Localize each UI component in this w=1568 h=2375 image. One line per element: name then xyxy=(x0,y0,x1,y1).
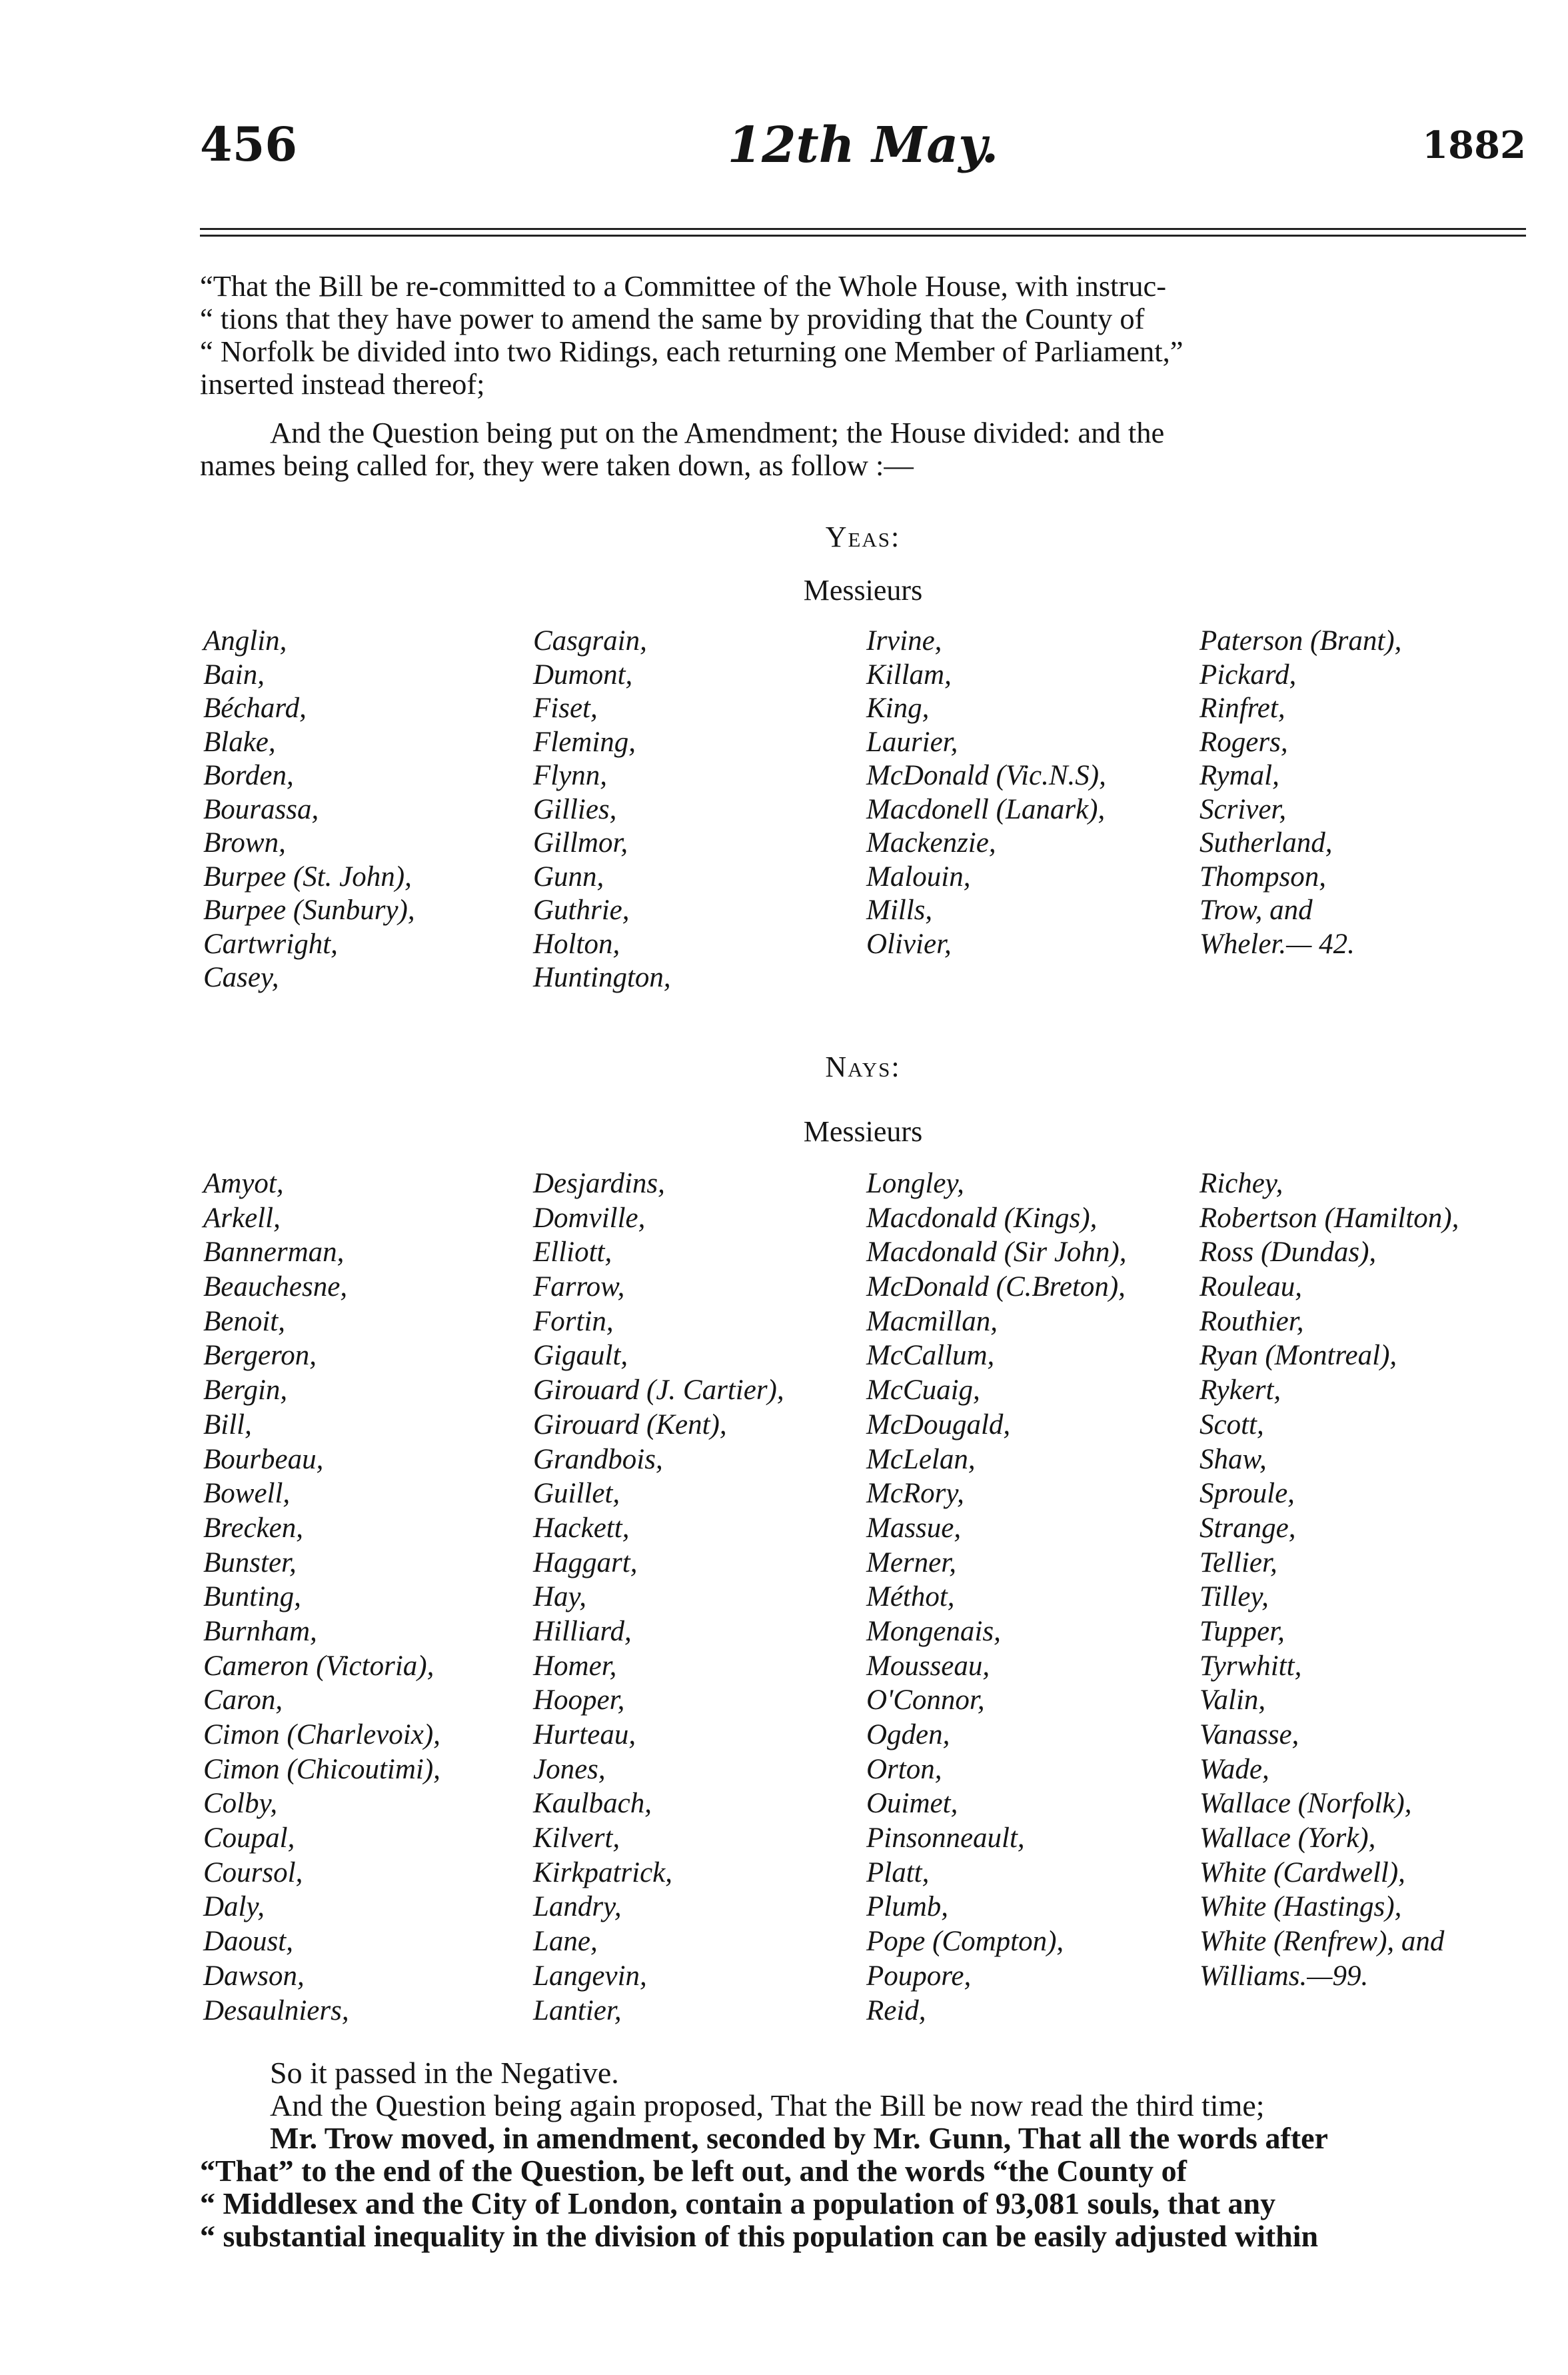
nays-column-4 xyxy=(1199,1167,1459,1994)
member-name: Rykert, xyxy=(1199,1374,1281,1406)
member-name: Dawson, xyxy=(203,1960,305,1992)
member-name: Casey, xyxy=(203,962,279,993)
member-name: King, xyxy=(866,693,930,724)
member-name: Platt, xyxy=(866,1856,930,1888)
member-name: Merner, xyxy=(866,1546,956,1578)
member-name: Pope (Compton), xyxy=(866,1926,1064,1958)
member-name: Lantier, xyxy=(533,1994,622,2026)
member-name: Valin, xyxy=(1199,1684,1266,1716)
member-name: Bill, xyxy=(203,1408,252,1440)
member-name: Bourbeau, xyxy=(203,1443,324,1475)
member-name: Malouin, xyxy=(866,861,971,893)
member-name: Bunting, xyxy=(203,1581,301,1613)
member-name: Sproule, xyxy=(1199,1478,1295,1510)
header-rule xyxy=(200,228,1526,230)
member-name: Vanasse, xyxy=(1199,1719,1299,1750)
text-line: names being called for, they were taken down, as follow :— xyxy=(200,449,914,482)
member-name: Elliott, xyxy=(533,1236,612,1268)
member-name: Ryan (Montreal), xyxy=(1199,1340,1397,1372)
member-name: Macdonald (Sir John), xyxy=(866,1236,1127,1268)
member-name: Kilvert, xyxy=(533,1822,620,1854)
member-name: Shaw, xyxy=(1199,1443,1267,1475)
member-name: Haggart, xyxy=(533,1546,638,1578)
text-line: “ tions that they have power to amend the same by providing that the County of xyxy=(200,302,1145,335)
text-line: Mr. Trow moved, in amendment, seconded by Mr. Gunn, That all the words after xyxy=(270,2121,1328,2155)
member-name: Richey, xyxy=(1199,1168,1283,1199)
member-name: Killam, xyxy=(866,659,952,691)
member-name: White (Renfrew), and xyxy=(1199,1926,1445,1958)
member-name: Landry, xyxy=(533,1891,622,1923)
member-name: Blake, xyxy=(203,726,276,758)
member-name: Cameron (Victoria), xyxy=(203,1650,434,1682)
text-line: And the Question being again proposed, That the Bill be now read the third time; xyxy=(270,2088,1265,2122)
member-name: Pickard, xyxy=(1199,659,1297,691)
member-name: Coupal, xyxy=(203,1822,295,1854)
member-name: Homer, xyxy=(533,1650,617,1682)
text-line: “That” to the end of the Question, be left out, and the words “the County of xyxy=(200,2154,1187,2188)
yeas-column-2 xyxy=(533,625,671,995)
nays-heading: Nays: xyxy=(825,1051,901,1083)
member-name: Bergeron, xyxy=(203,1340,317,1372)
member-name: Bannerman, xyxy=(203,1236,345,1268)
closing-text xyxy=(200,2056,1539,2252)
header-rule-double xyxy=(200,235,1526,237)
member-name: Cimon (Charlevoix), xyxy=(203,1719,440,1750)
member-name: Macdonald (Kings), xyxy=(866,1202,1098,1234)
member-name: Coursol, xyxy=(203,1856,303,1888)
member-name: White (Hastings), xyxy=(1199,1891,1402,1923)
member-name: Ouimet, xyxy=(866,1788,958,1820)
member-name: Hooper, xyxy=(533,1684,625,1716)
member-name: Gigault, xyxy=(533,1340,628,1372)
member-name: Hackett, xyxy=(533,1512,630,1544)
member-name: McLelan, xyxy=(866,1443,976,1475)
member-name: Scott, xyxy=(1199,1408,1264,1440)
member-name: Scriver, xyxy=(1199,793,1287,825)
member-name: Flynn, xyxy=(533,760,608,791)
member-name: Dumont, xyxy=(533,659,633,691)
member-name: Girouard (J. Cartier), xyxy=(533,1374,784,1406)
member-name: Burnham, xyxy=(203,1615,317,1647)
member-name: Ogden, xyxy=(866,1719,950,1750)
member-name: Borden, xyxy=(203,760,294,791)
member-name: Bergin, xyxy=(203,1374,288,1406)
nays-column-2 xyxy=(533,1167,784,2028)
member-name: Domville, xyxy=(533,1202,646,1234)
member-name: Gillies, xyxy=(533,793,617,825)
member-name: Ross (Dundas), xyxy=(1199,1236,1377,1268)
yeas-messieurs: Messieurs xyxy=(803,574,923,607)
member-name: Longley, xyxy=(866,1168,964,1199)
year: 1882 xyxy=(1422,123,1526,167)
nays-column-3 xyxy=(866,1167,1127,2028)
member-name: Bowell, xyxy=(203,1478,291,1510)
page-number: 456 xyxy=(200,117,298,172)
member-name: Rinfret, xyxy=(1199,693,1285,724)
member-name: Rouleau, xyxy=(1199,1271,1303,1303)
member-name: Burpee (St. John), xyxy=(203,861,412,893)
member-name: Mackenzie, xyxy=(866,827,996,859)
member-name: Sutherland, xyxy=(1199,827,1333,859)
member-name: O'Connor, xyxy=(866,1684,985,1716)
member-name: Beauchesne, xyxy=(203,1271,348,1303)
member-name: Anglin, xyxy=(203,625,287,657)
member-name: Lane, xyxy=(533,1926,598,1958)
nays-messieurs: Messieurs xyxy=(803,1115,923,1148)
member-name: Tyrwhitt, xyxy=(1199,1650,1302,1682)
member-name: McCuaig, xyxy=(866,1374,980,1406)
member-name: Bain, xyxy=(203,659,265,691)
member-name: Daoust, xyxy=(203,1926,293,1958)
member-name: Jones, xyxy=(533,1753,606,1785)
member-name: Robertson (Hamilton), xyxy=(1199,1202,1459,1234)
member-name: Cartwright, xyxy=(203,928,338,960)
member-name: Wallace (York), xyxy=(1199,1822,1376,1854)
yeas-column-1 xyxy=(203,625,415,995)
member-name: Farrow, xyxy=(533,1271,625,1303)
member-name: Routhier, xyxy=(1199,1305,1304,1337)
member-name: Mousseau, xyxy=(866,1650,990,1682)
member-name: Huntington, xyxy=(533,962,671,993)
member-name: Colby, xyxy=(203,1788,278,1820)
member-name: Cimon (Chicoutimi), xyxy=(203,1753,440,1785)
amendment-text xyxy=(200,270,1526,401)
member-name: Reid, xyxy=(866,1994,926,2026)
member-name: Hurteau, xyxy=(533,1719,636,1750)
member-name: Langevin, xyxy=(533,1960,647,1992)
member-name: Burpee (Sunbury), xyxy=(203,895,415,926)
member-name: Macmillan, xyxy=(866,1305,998,1337)
member-name: Amyot, xyxy=(203,1168,284,1199)
text-line: “ substantial inequality in the division of this population can be easily adjusted within xyxy=(200,2219,1319,2253)
member-name: McDougald, xyxy=(866,1408,1011,1440)
member-name: Holton, xyxy=(533,928,620,960)
member-name: Paterson (Brant), xyxy=(1199,625,1402,657)
member-name: Gillmor, xyxy=(533,827,628,859)
member-name: Daly, xyxy=(203,1891,265,1923)
nays-column-1 xyxy=(203,1167,440,2028)
member-name: Arkell, xyxy=(203,1202,281,1234)
member-name: Wade, xyxy=(1199,1753,1269,1785)
member-name: Béchard, xyxy=(203,693,307,724)
text-line: inserted instead thereof; xyxy=(200,367,485,401)
member-name: Wallace (Norfolk), xyxy=(1199,1788,1412,1820)
yeas-column-3 xyxy=(866,625,1106,961)
member-name: Brecken, xyxy=(203,1512,303,1544)
member-name: Hay, xyxy=(533,1581,587,1613)
member-name: Méthot, xyxy=(866,1581,955,1613)
member-name: Guillet, xyxy=(533,1478,620,1510)
member-name: Benoit, xyxy=(203,1305,285,1337)
member-name: Rogers, xyxy=(1199,726,1288,758)
member-name: Kirkpatrick, xyxy=(533,1856,672,1888)
member-name: Caron, xyxy=(203,1684,283,1716)
member-name: Massue, xyxy=(866,1512,962,1544)
text-line: “ Norfolk be divided into two Ridings, each returning one Member of Parliament,” xyxy=(200,335,1183,368)
page-header xyxy=(200,117,1526,190)
text-line: So it passed in the Negative. xyxy=(270,2056,619,2090)
member-name: Plumb, xyxy=(866,1891,949,1923)
text-line: “ Middlesex and the City of London, contain a population of 93,081 souls, that any xyxy=(200,2186,1276,2220)
member-name: Rymal, xyxy=(1199,760,1279,791)
member-name: Orton, xyxy=(866,1753,942,1785)
member-name: Macdonell (Lanark), xyxy=(866,793,1106,825)
member-name: Strange, xyxy=(1199,1512,1296,1544)
member-name: Bourassa, xyxy=(203,793,319,825)
member-name: Tellier, xyxy=(1199,1546,1277,1578)
member-name: McDonald (Vic.N.S), xyxy=(866,760,1106,791)
member-name: Fiset, xyxy=(533,693,598,724)
member-name: Hilliard, xyxy=(533,1615,632,1647)
member-name: McDonald (C.Breton), xyxy=(866,1271,1126,1303)
member-name: Trow, and xyxy=(1199,895,1313,926)
member-name: Thompson, xyxy=(1199,861,1326,893)
member-name: Tilley, xyxy=(1199,1581,1269,1613)
member-name: Williams.—99. xyxy=(1199,1960,1369,1992)
text-line: “That the Bill be re-committed to a Committee of the Whole House, with instruc- xyxy=(200,269,1167,303)
division-text xyxy=(200,417,1526,482)
member-name: Tupper, xyxy=(1199,1615,1285,1647)
member-name: Laurier, xyxy=(866,726,958,758)
member-name: Gunn, xyxy=(533,861,604,893)
member-name: Kaulbach, xyxy=(533,1788,652,1820)
member-name: Wheler.— 42. xyxy=(1199,928,1355,960)
member-name: Fleming, xyxy=(533,726,636,758)
member-name: McCallum, xyxy=(866,1340,995,1372)
member-name: Grandbois, xyxy=(533,1443,663,1475)
member-name: Desaulniers, xyxy=(203,1994,349,2026)
member-name: Fortin, xyxy=(533,1305,614,1337)
member-name: McRory, xyxy=(866,1478,964,1510)
member-name: Mills, xyxy=(866,895,933,926)
text-line: And the Question being put on the Amendment; the House divided: and the xyxy=(270,416,1165,449)
running-title: 12th May. xyxy=(727,117,999,174)
member-name: Mongenais, xyxy=(866,1615,1001,1647)
member-name: Poupore, xyxy=(866,1960,972,1992)
member-name: Pinsonneault, xyxy=(866,1822,1025,1854)
yeas-heading: Yeas: xyxy=(825,521,901,553)
member-name: Desjardins, xyxy=(533,1168,665,1199)
member-name: Irvine, xyxy=(866,625,942,657)
member-name: Casgrain, xyxy=(533,625,647,657)
member-name: Guthrie, xyxy=(533,895,630,926)
yeas-column-4 xyxy=(1199,625,1401,961)
member-name: Olivier, xyxy=(866,928,952,960)
member-name: White (Cardwell), xyxy=(1199,1856,1405,1888)
member-name: Girouard (Kent), xyxy=(533,1408,727,1440)
member-name: Brown, xyxy=(203,827,286,859)
member-name: Bunster, xyxy=(203,1546,297,1578)
